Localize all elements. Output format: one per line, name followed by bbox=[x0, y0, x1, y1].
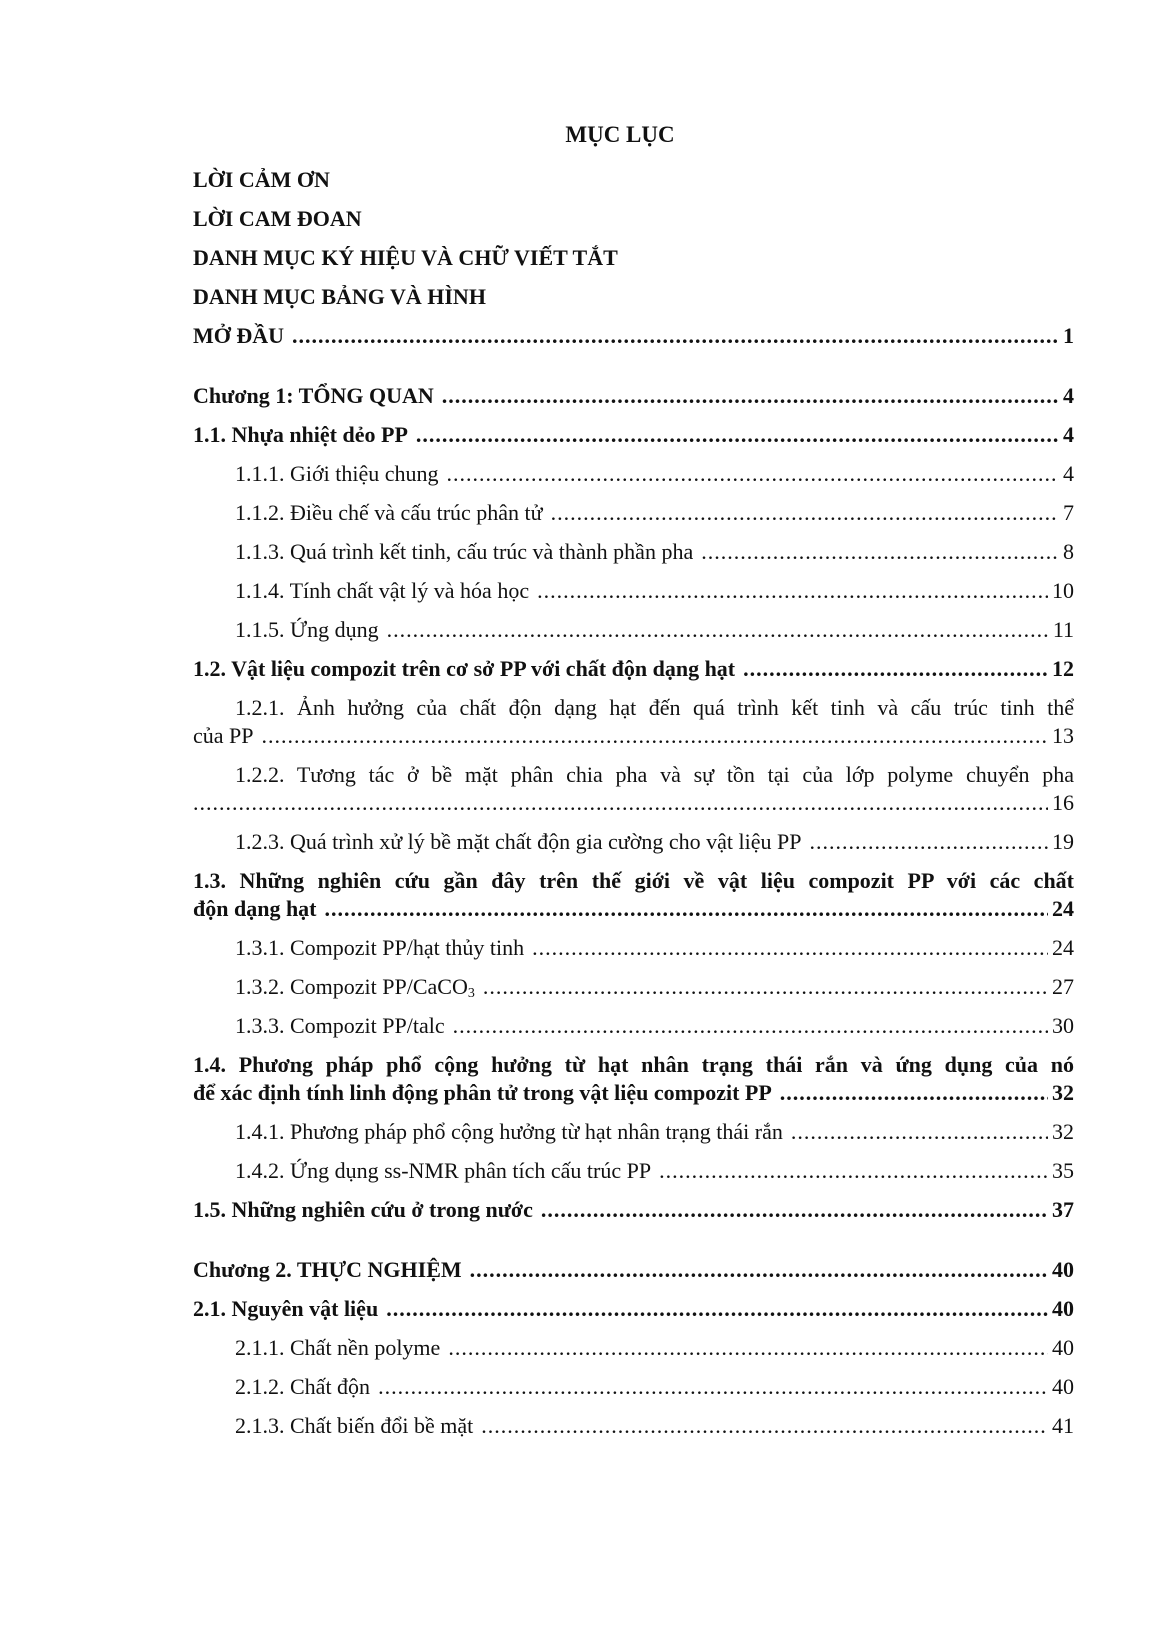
toc-entry-2-1[interactable]: 2.1. Nguyên vật liệu ..... 40 bbox=[193, 1289, 1074, 1328]
leader-dots bbox=[541, 1190, 1048, 1229]
leader-dots bbox=[325, 895, 1048, 923]
toc-front-item: DANH MỤC BẢNG VÀ HÌNH bbox=[193, 284, 486, 309]
toc-entry-1-2-3[interactable]: 1.2.3. Quá trình xử lý bề mặt chất độn gia cường cho vật liệu PP ..... 19 bbox=[193, 822, 1074, 861]
leader-dots bbox=[386, 1289, 1048, 1328]
toc-list bbox=[193, 160, 1074, 1445]
toc-entry-chapter-1[interactable]: Chương 1: TỔNG QUAN ..... 4 bbox=[193, 376, 1074, 415]
leader-dots bbox=[387, 610, 1049, 649]
leader-dots bbox=[442, 376, 1059, 415]
leader-dots bbox=[701, 532, 1059, 571]
toc-entry-1-1-2[interactable]: 1.1.2. Điều chế và cấu trúc phân tử ..... 7 bbox=[193, 493, 1074, 532]
toc-entry-chapter-2[interactable]: Chương 2. THỰC NGHIỆM ..... 40 bbox=[193, 1250, 1074, 1289]
leader-dots bbox=[532, 928, 1048, 967]
toc-entry-1-5[interactable]: 1.5. Những nghiên cứu ở trong nước ..... 37 bbox=[193, 1190, 1074, 1229]
toc-entry-1-4-2[interactable]: 1.4.2. Ứng dụng ss-NMR phân tích cấu trúc PP ..... 35 bbox=[193, 1151, 1074, 1190]
toc-entry-1-3-2[interactable]: 1.3.2. Compozit PP/CaCO$_3$ ..... 27 bbox=[193, 967, 1074, 1006]
toc-entry-1-1-1[interactable]: 1.1.1. Giới thiệu chung ..... 4 bbox=[193, 454, 1074, 493]
leader-dots bbox=[659, 1151, 1048, 1190]
leader-dots bbox=[416, 415, 1059, 454]
leader-dots bbox=[743, 649, 1048, 688]
leader-dots bbox=[262, 722, 1049, 750]
toc-entry-1-3[interactable]: 1.3. Những nghiên cứu gần đây trên thế giới về vật liệu compozit PP với các chất độn dạng hạt ..... 24 bbox=[193, 861, 1074, 928]
toc-entry-1-3-3[interactable]: 1.3.3. Compozit PP/talc ..... 30 bbox=[193, 1006, 1074, 1045]
toc-entry-1-1-3[interactable]: 1.1.3. Quá trình kết tinh, cấu trúc và thành phần pha ..... 8 bbox=[193, 532, 1074, 571]
leader-dots bbox=[483, 967, 1048, 1006]
leader-dots bbox=[453, 1006, 1048, 1045]
toc-entry-1-2-1[interactable]: 1.2.1. Ảnh hưởng của chất độn dạng hạt đến quá trình kết tinh và cấu trúc tinh thể của PP ..... 13 bbox=[193, 688, 1074, 755]
leader-dots bbox=[378, 1367, 1048, 1406]
toc-front-item: LỜI CAM ĐOAN bbox=[193, 206, 362, 231]
leader-dots bbox=[292, 316, 1059, 355]
toc-front-item: DANH MỤC KÝ HIỆU VÀ CHỮ VIẾT TẮT bbox=[193, 245, 618, 270]
toc-entry-mo-dau[interactable]: MỞ ĐẦU ..... 1 bbox=[193, 316, 1074, 355]
toc-entry-1-3-1[interactable]: 1.3.1. Compozit PP/hạt thủy tinh ..... 24 bbox=[193, 928, 1074, 967]
toc-entry-1-4-1[interactable]: 1.4.1. Phương pháp phổ cộng hưởng từ hạt nhân trạng thái rắn ..... 32 bbox=[193, 1112, 1074, 1151]
toc-entry-2-1-2[interactable]: 2.1.2. Chất độn ..... 40 bbox=[193, 1367, 1074, 1406]
leader-dots bbox=[481, 1406, 1048, 1445]
leader-dots bbox=[551, 493, 1059, 532]
leader-dots bbox=[447, 454, 1060, 493]
leader-dots bbox=[193, 789, 1048, 817]
toc-entry-2-1-3[interactable]: 2.1.3. Chất biến đổi bề mặt ..... 41 bbox=[193, 1406, 1074, 1445]
toc-entry-1-1-5[interactable]: 1.1.5. Ứng dụng ..... 11 bbox=[193, 610, 1074, 649]
toc-entry-1-2[interactable]: 1.2. Vật liệu compozit trên cơ sở PP với chất độn dạng hạt ..... 12 bbox=[193, 649, 1074, 688]
toc-title: MỤC LỤC bbox=[565, 122, 675, 147]
leader-dots bbox=[809, 822, 1048, 861]
toc-entry-2-1-1[interactable]: 2.1.1. Chất nền polyme ..... 40 bbox=[193, 1328, 1074, 1367]
toc-entry-1-4[interactable]: 1.4. Phương pháp phổ cộng hưởng từ hạt nhân trạng thái rắn và ứng dụng của nó để xác định tính linh động phân tử trong vật liệu compozit PP ..... 32 bbox=[193, 1045, 1074, 1112]
leader-dots bbox=[791, 1112, 1048, 1151]
leader-dots bbox=[470, 1250, 1048, 1289]
leader-dots bbox=[537, 571, 1048, 610]
toc-front-item: LỜI CẢM ƠN bbox=[193, 167, 330, 192]
leader-dots bbox=[780, 1079, 1048, 1107]
toc-entry-1-2-2[interactable]: 1.2.2. Tương tác ở bề mặt phân chia pha và sự tồn tại của lớp polyme chuyển pha ..... 16 bbox=[193, 755, 1074, 822]
toc-entry-1-1-4[interactable]: 1.1.4. Tính chất vật lý và hóa học ..... 10 bbox=[193, 571, 1074, 610]
leader-dots bbox=[448, 1328, 1048, 1367]
toc-entry-1-1[interactable]: 1.1. Nhựa nhiệt dẻo PP ..... 4 bbox=[193, 415, 1074, 454]
